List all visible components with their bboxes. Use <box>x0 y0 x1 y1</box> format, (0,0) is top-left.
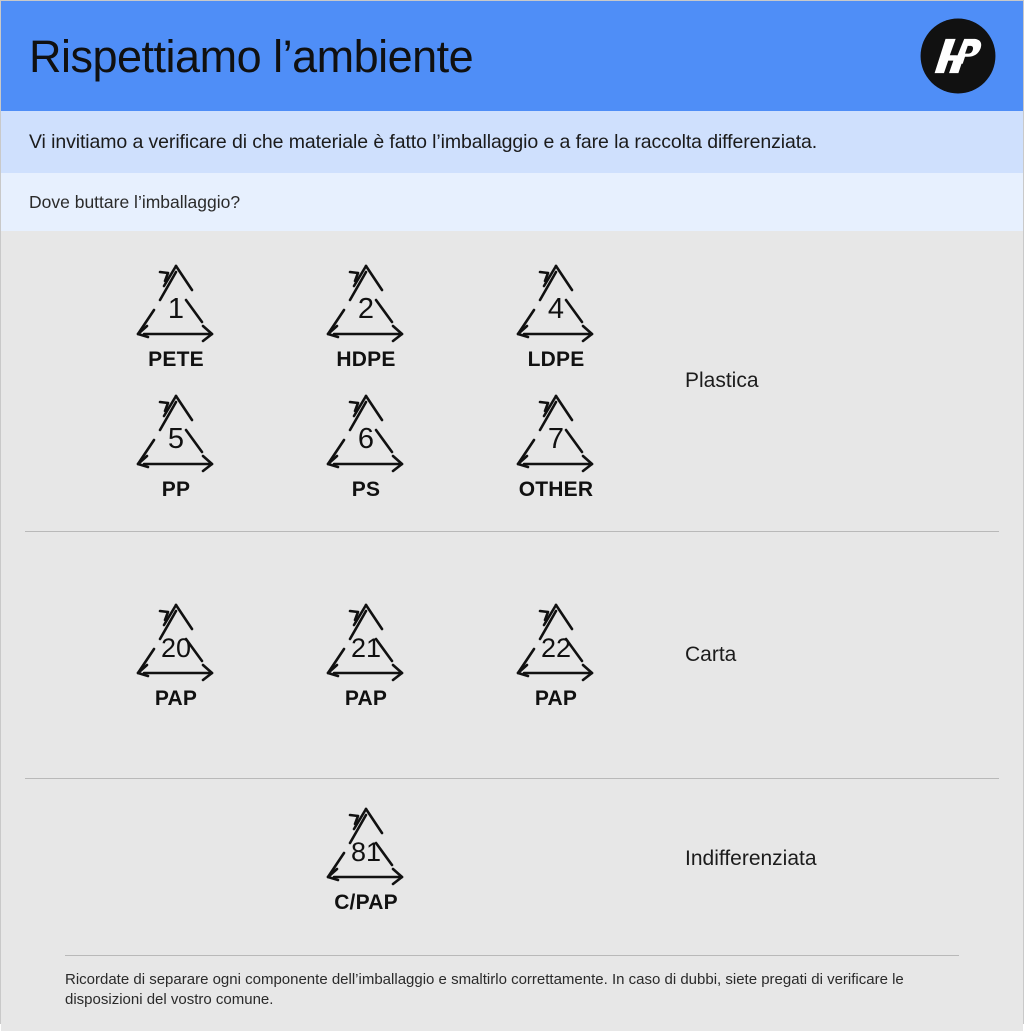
symbol-number: 20 <box>160 633 192 663</box>
symbol-number: 4 <box>547 293 565 325</box>
footer-text: Ricordate di separare ogni componente dell’imballaggio e smaltirlo correttamente. In caso di dubbi, siete pregati di verificare le disposizioni del vostro comune. <box>65 971 904 1009</box>
symbol-label: PAP <box>534 687 578 710</box>
symbol-pap-20 <box>121 599 231 711</box>
carta-symbols <box>25 599 685 711</box>
section-indifferenziata <box>25 779 999 939</box>
category-label-indifferenziata: Indifferenziata <box>685 847 817 870</box>
section-carta <box>25 532 999 778</box>
symbol-label: PETE <box>148 348 204 371</box>
symbol-ldpe <box>501 260 611 372</box>
symbol-other <box>501 390 611 502</box>
symbols-content <box>1 231 1023 1031</box>
symbol-number: 21 <box>350 633 382 663</box>
symbol-number: 7 <box>547 423 565 455</box>
symbol-label: PS <box>351 478 381 501</box>
symbol-pap-22 <box>501 599 611 711</box>
category-label-plastica: Plastica <box>685 369 759 392</box>
symbol-label: PAP <box>344 687 388 710</box>
divider-3 <box>65 955 959 956</box>
indifferenziata-symbols <box>25 803 685 915</box>
symbol-number: 6 <box>357 423 375 455</box>
page-header <box>1 1 1023 111</box>
page-title: Rispettiamo l’ambiente <box>29 30 474 82</box>
symbol-label: OTHER <box>518 478 594 501</box>
question-band <box>1 173 1023 231</box>
indifferenziata-row-1 <box>311 803 421 915</box>
symbol-pap-21 <box>311 599 421 711</box>
symbol-label: LDPE <box>527 348 585 371</box>
subtitle-text: Vi invitiamo a verificare di che materiale è fatto l’imballaggio e a fare la raccolta differenziata. <box>29 130 818 153</box>
plastica-row-2 <box>121 390 611 502</box>
symbol-number: 81 <box>350 837 382 867</box>
question-text: Dove buttare l’imballaggio? <box>29 191 241 212</box>
symbol-number: 5 <box>167 423 185 455</box>
symbol-cpap-81 <box>311 803 421 915</box>
symbol-label: HDPE <box>336 348 396 371</box>
symbol-ps <box>311 390 421 502</box>
section-plastica <box>25 231 999 531</box>
symbol-number: 1 <box>167 293 185 325</box>
hp-logo-icon <box>919 17 997 95</box>
subtitle-band <box>1 111 1023 173</box>
symbol-label: C/PAP <box>334 891 398 914</box>
symbol-pp <box>121 390 231 502</box>
symbol-label: PAP <box>154 687 198 710</box>
symbol-number: 2 <box>357 293 375 325</box>
symbol-hdpe <box>311 260 421 372</box>
symbol-label: PP <box>161 478 191 501</box>
plastica-symbols <box>25 260 685 502</box>
symbol-pete <box>121 260 231 372</box>
plastica-row-1 <box>121 260 611 372</box>
carta-row-1 <box>121 599 611 711</box>
footer-note <box>25 939 999 1031</box>
category-label-carta: Carta <box>685 643 737 666</box>
symbol-number: 22 <box>540 633 572 663</box>
